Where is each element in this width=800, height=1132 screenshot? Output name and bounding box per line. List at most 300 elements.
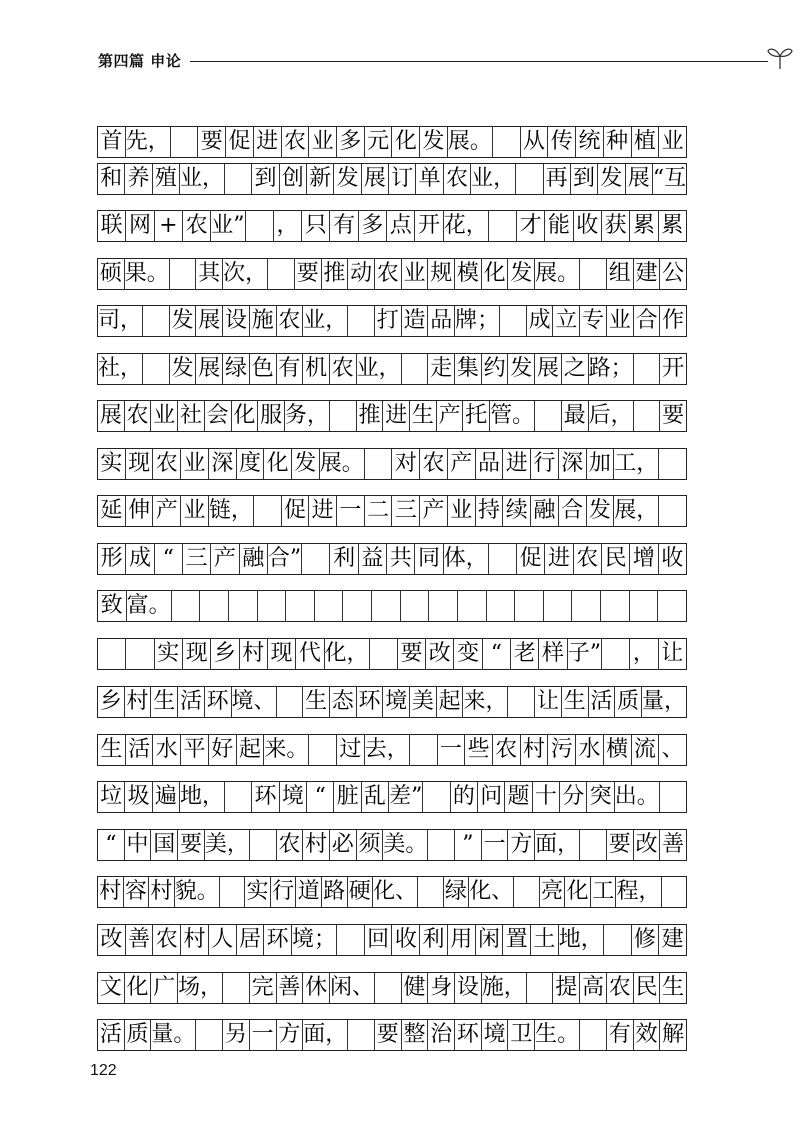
grid-cell: 闲 bbox=[475, 925, 503, 955]
grid-cell: 化、 bbox=[372, 877, 417, 907]
grid-cell: 农 bbox=[419, 449, 447, 479]
grid-cell: 专 bbox=[579, 306, 606, 336]
grid-cell: 加 bbox=[586, 449, 614, 479]
grid-cell: 实 bbox=[244, 877, 270, 907]
grid-cell: 共 bbox=[386, 544, 414, 574]
grid-cell: 延 bbox=[100, 498, 123, 523]
grid-cell: 路 bbox=[321, 877, 347, 907]
grid-cell: 其 bbox=[195, 259, 222, 289]
grid-cell: 提 bbox=[552, 973, 579, 1003]
grid-cell: 果。 bbox=[124, 259, 169, 289]
grid-cell: 链， bbox=[208, 496, 253, 526]
grid-cell: 地， bbox=[179, 782, 224, 812]
grid-cell: 次， bbox=[222, 259, 267, 289]
grid-cell: 托 bbox=[462, 401, 489, 431]
grid-cell: 化， bbox=[324, 639, 369, 669]
grid-cell: 村 bbox=[148, 877, 174, 907]
grid-cell: 土 bbox=[530, 925, 558, 955]
grid-cell: 农 bbox=[124, 401, 151, 431]
grid-cell: 伸 bbox=[125, 496, 153, 526]
grid-cell: 统 bbox=[575, 127, 603, 157]
grid-cell bbox=[142, 306, 169, 336]
grid-cell: 机 bbox=[302, 354, 329, 384]
grid-cell: 改 bbox=[633, 830, 660, 860]
grid-cell bbox=[301, 544, 329, 574]
grid-cell: 化 bbox=[481, 259, 508, 289]
grid-cell: 美。 bbox=[382, 830, 427, 860]
grid-cell: 打 bbox=[374, 306, 401, 336]
grid-cell: 展， bbox=[613, 496, 658, 526]
grid-cell: 造 bbox=[401, 306, 428, 336]
grid-cell: 业 bbox=[180, 496, 208, 526]
grid-cell: 村 bbox=[239, 639, 267, 669]
grid-cell: 有 bbox=[606, 1020, 633, 1050]
grid-cell: 回 bbox=[364, 925, 392, 955]
grid-cell: 创 bbox=[279, 164, 306, 194]
grid-row bbox=[97, 972, 687, 1004]
grid-cell bbox=[195, 1020, 222, 1050]
grid-cell: 发 bbox=[507, 354, 534, 384]
grid-cell: 生。 bbox=[534, 1020, 579, 1050]
grid-cell: 境 bbox=[481, 1020, 508, 1050]
grid-cell: 展 bbox=[99, 403, 122, 428]
grid-cell: 能 bbox=[544, 211, 572, 241]
grid-cell: 身 bbox=[427, 973, 454, 1003]
grid-cell: 约 bbox=[481, 354, 508, 384]
grid-cell bbox=[603, 925, 631, 955]
grid-cell: 乡 bbox=[210, 639, 238, 669]
grid-cell: 司， bbox=[98, 308, 143, 333]
grid-cell: 平 bbox=[180, 735, 208, 765]
grid-cell: 要 bbox=[397, 639, 425, 669]
grid-cell: 殖 bbox=[152, 164, 179, 194]
grid-cell bbox=[199, 591, 228, 621]
grid-cell: 代 bbox=[295, 639, 323, 669]
header-rule bbox=[190, 61, 768, 62]
grid-cell bbox=[633, 354, 660, 384]
grid-cell: 业 bbox=[180, 449, 208, 479]
grid-cell: 闲、 bbox=[329, 973, 374, 1003]
grid-cell: 道 bbox=[295, 877, 321, 907]
grid-cell bbox=[457, 591, 486, 621]
grid-cell bbox=[600, 591, 629, 621]
grid-cell: ” bbox=[454, 830, 481, 860]
grid-cell bbox=[314, 591, 343, 621]
grid-cell: 进 bbox=[308, 496, 336, 526]
grid-row bbox=[97, 210, 687, 242]
grid-cell: 促 bbox=[225, 127, 253, 157]
grid-cell: 分 bbox=[559, 782, 586, 812]
grid-cell: 推 bbox=[356, 401, 383, 431]
grid-cell: 融 bbox=[530, 496, 558, 526]
grid-cell: 联 bbox=[100, 213, 123, 238]
grid-cell: 有 bbox=[276, 354, 303, 384]
grid-cell bbox=[658, 496, 686, 526]
grid-cell: 境、 bbox=[231, 687, 276, 717]
grid-cell: 工， bbox=[613, 449, 658, 479]
grid-row bbox=[97, 734, 687, 766]
grid-cell: 到 bbox=[570, 164, 597, 194]
grid-cell: 出。 bbox=[614, 782, 659, 812]
grid-cell: 最 bbox=[561, 401, 588, 431]
grid-cell: 来， bbox=[462, 687, 507, 717]
grid-row bbox=[97, 305, 687, 337]
grid-cell: 场， bbox=[177, 973, 222, 1003]
grid-cell: 立 bbox=[552, 306, 579, 336]
grid-cell: 生 bbox=[659, 973, 686, 1003]
grid-cell: 发 bbox=[291, 449, 319, 479]
grid-cell: 农 bbox=[374, 259, 401, 289]
grid-cell: 程， bbox=[615, 877, 660, 907]
grid-cell bbox=[224, 782, 251, 812]
grid-cell: 社， bbox=[98, 356, 143, 381]
grid-cell: 展 bbox=[361, 164, 388, 194]
grid-cell: 植 bbox=[631, 127, 659, 157]
grid-cell: 发 bbox=[586, 496, 614, 526]
grid-cell bbox=[492, 127, 520, 157]
grid-cell: 境 bbox=[279, 782, 306, 812]
grid-cell: 绿 bbox=[443, 877, 469, 907]
grid-cell: 文 bbox=[99, 975, 122, 1000]
grid-cell bbox=[633, 401, 660, 431]
grid-cell: 收 bbox=[658, 544, 686, 574]
grid-cell: 三 bbox=[182, 544, 210, 574]
grid-cell bbox=[170, 127, 198, 157]
grid-cell: 乱 bbox=[361, 782, 388, 812]
grid-cell: 硕 bbox=[99, 261, 122, 286]
grid-cell bbox=[347, 1020, 374, 1050]
grid-cell bbox=[224, 164, 251, 194]
grid-cell: 施， bbox=[481, 973, 526, 1003]
grid-cell: 环 bbox=[454, 1020, 481, 1050]
grid-cell: 开 bbox=[414, 211, 442, 241]
grid-cell bbox=[409, 735, 437, 765]
page-header bbox=[98, 44, 698, 72]
grid-cell: 须 bbox=[356, 830, 383, 860]
grid-cell: 三 bbox=[391, 496, 419, 526]
grid-cell bbox=[513, 877, 539, 907]
grid-cell: 活 bbox=[177, 687, 204, 717]
grid-cell bbox=[526, 973, 553, 1003]
grid-cell bbox=[400, 591, 429, 621]
grid-cell: 治 bbox=[427, 1020, 454, 1050]
grid-cell: 进 bbox=[253, 127, 281, 157]
grid-cell: 一 bbox=[481, 830, 508, 860]
grid-cell: 突 bbox=[586, 782, 613, 812]
grid-row bbox=[97, 876, 687, 908]
grid-cell bbox=[499, 306, 526, 336]
grid-cell: 获 bbox=[601, 211, 629, 241]
grid-cell: 管。 bbox=[489, 401, 534, 431]
grid-row bbox=[97, 686, 687, 718]
grid-cell: 动 bbox=[347, 259, 374, 289]
grid-cell: “ bbox=[306, 782, 333, 812]
grid-cell: 之 bbox=[561, 354, 588, 384]
grid-cell: 深 bbox=[558, 449, 586, 479]
grid-cell: 组 bbox=[606, 259, 633, 289]
grid-cell: 环 bbox=[251, 782, 278, 812]
grid-cell: 农 bbox=[281, 127, 309, 157]
grid-cell: 订 bbox=[388, 164, 415, 194]
grid-cell: 生 bbox=[561, 687, 588, 717]
grid-cell: 卫 bbox=[507, 1020, 534, 1050]
grid-cell: 业 bbox=[606, 306, 633, 336]
grid-cell: 富。 bbox=[126, 591, 171, 621]
grid-cell: 农 bbox=[182, 211, 210, 241]
grid-cell: “ bbox=[482, 639, 510, 669]
grid-cell: 累 bbox=[658, 211, 686, 241]
grid-cell: 续 bbox=[502, 496, 530, 526]
grid-cell: 活 bbox=[99, 1022, 122, 1047]
grid-cell: 面， bbox=[302, 1020, 347, 1050]
grid-cell: 好 bbox=[208, 735, 236, 765]
grid-cell: 合 bbox=[633, 306, 660, 336]
grid-cell bbox=[514, 591, 543, 621]
grid-cell: 实 bbox=[100, 451, 123, 476]
grid-cell bbox=[98, 639, 125, 669]
grid-cell: 行 bbox=[530, 449, 558, 479]
grid-cell: 用 bbox=[447, 925, 475, 955]
grid-cell: 方 bbox=[276, 1020, 303, 1050]
grid-cell: 业， bbox=[470, 164, 515, 194]
grid-cell bbox=[222, 973, 249, 1003]
grid-cell: 发 bbox=[507, 259, 534, 289]
grid-cell: 展 bbox=[625, 164, 652, 194]
grid-cell: 圾 bbox=[124, 782, 151, 812]
page-number: 122 bbox=[90, 1062, 117, 1079]
grid-cell bbox=[374, 973, 401, 1003]
grid-cell: 展 bbox=[195, 306, 222, 336]
grid-cell: 设 bbox=[222, 306, 249, 336]
grid-cell: 业 bbox=[401, 259, 428, 289]
grid-cell: 发 bbox=[419, 127, 447, 157]
grid-cell: 同 bbox=[414, 544, 442, 574]
grid-cell: 建 bbox=[633, 259, 660, 289]
grid-cell: 多 bbox=[358, 211, 386, 241]
grid-cell: 设 bbox=[454, 973, 481, 1003]
grid-cell: 施 bbox=[249, 306, 276, 336]
grid-cell: 色 bbox=[249, 354, 276, 384]
grid-cell: 村 bbox=[99, 879, 122, 904]
grid-cell: 环 bbox=[204, 687, 231, 717]
grid-cell: 化 bbox=[263, 449, 291, 479]
grid-cell bbox=[347, 306, 374, 336]
grid-cell: 产 bbox=[210, 544, 238, 574]
grid-cell bbox=[257, 591, 286, 621]
grid-cell: 品 bbox=[475, 449, 503, 479]
grid-cell: 子” bbox=[567, 639, 601, 669]
grid-cell: 品 bbox=[427, 306, 454, 336]
grid-row bbox=[97, 163, 687, 195]
grid-cell bbox=[658, 449, 686, 479]
grid-cell: 合 bbox=[558, 496, 586, 526]
grid-cell: 首 bbox=[100, 129, 123, 154]
grid-cell: 质 bbox=[614, 687, 641, 717]
grid-cell: 量。 bbox=[150, 1020, 195, 1050]
grid-cell: 二 bbox=[364, 496, 392, 526]
grid-cell: 公 bbox=[659, 259, 686, 289]
grid-cell bbox=[336, 925, 364, 955]
grid-cell: “ bbox=[154, 544, 182, 574]
grid-cell: 展。 bbox=[447, 127, 492, 157]
grid-cell: 从 bbox=[520, 127, 548, 157]
grid-cell: 老 bbox=[510, 639, 538, 669]
grid-cell: 多 bbox=[336, 127, 364, 157]
grid-cell: 过 bbox=[336, 735, 364, 765]
grid-cell: 合” bbox=[267, 544, 301, 574]
grid-cell bbox=[219, 877, 245, 907]
grid-cell bbox=[249, 830, 276, 860]
grid-cell: 化 bbox=[124, 973, 151, 1003]
grid-cell: 活 bbox=[588, 687, 615, 717]
grid-cell: 的 bbox=[450, 782, 477, 812]
grid-row bbox=[97, 353, 687, 385]
grid-row bbox=[97, 829, 687, 861]
grid-row bbox=[97, 1019, 687, 1051]
grid-cell: 业， bbox=[356, 354, 401, 384]
grid-cell: 促 bbox=[516, 544, 544, 574]
grid-cell: 高 bbox=[579, 973, 606, 1003]
grid-cell bbox=[169, 259, 196, 289]
grid-cell: 面， bbox=[534, 830, 579, 860]
grid-cell: 生 bbox=[302, 687, 329, 717]
grid-cell: + bbox=[154, 211, 182, 241]
grid-cell: 善 bbox=[125, 925, 153, 955]
grid-cell: 健 bbox=[401, 973, 428, 1003]
grid-cell: 行 bbox=[270, 877, 296, 907]
grid-cell bbox=[308, 735, 336, 765]
grid-cell bbox=[276, 687, 303, 717]
grid-cell: 推 bbox=[321, 259, 348, 289]
grid-cell: “ bbox=[105, 832, 117, 857]
grid-cell bbox=[228, 591, 257, 621]
grid-cell bbox=[417, 877, 443, 907]
grid-cell bbox=[245, 211, 273, 241]
grid-cell: 业， bbox=[302, 306, 347, 336]
grid-cell: 让 bbox=[534, 687, 561, 717]
grid-cell: 持 bbox=[475, 496, 503, 526]
grid-cell: 社 bbox=[177, 401, 204, 431]
grid-cell: 样 bbox=[538, 639, 566, 669]
grid-cell bbox=[488, 544, 516, 574]
grid-cell: 务， bbox=[284, 401, 329, 431]
grid-cell bbox=[601, 639, 629, 669]
grid-cell: 开 bbox=[659, 354, 686, 384]
grid-cell: 度 bbox=[236, 449, 264, 479]
grid-cell bbox=[488, 211, 516, 241]
grid-cell bbox=[657, 591, 686, 621]
grid-cell bbox=[571, 591, 600, 621]
grid-cell: 才 bbox=[516, 211, 544, 241]
grid-cell: 发 bbox=[169, 354, 196, 384]
grid-cell: 农 bbox=[152, 449, 180, 479]
grid-cell: ， bbox=[273, 211, 301, 241]
grid-cell: 工 bbox=[590, 877, 616, 907]
grid-cell: 垃 bbox=[100, 784, 123, 809]
grid-cell: 另 bbox=[222, 1020, 249, 1050]
grid-cell: 化 bbox=[231, 401, 258, 431]
grid-cell: 量， bbox=[641, 687, 686, 717]
grid-cell: 只 bbox=[301, 211, 329, 241]
grid-cell: 生 bbox=[100, 737, 123, 762]
grid-row bbox=[97, 400, 687, 432]
grid-cell bbox=[579, 830, 606, 860]
grid-cell: 利 bbox=[419, 925, 447, 955]
grid-cell: 乡 bbox=[99, 689, 122, 714]
grid-cell: 收 bbox=[573, 211, 601, 241]
grid-cell: 农 bbox=[573, 544, 601, 574]
grid-cell: 业， bbox=[179, 164, 224, 194]
grid-row bbox=[97, 126, 687, 158]
grid-cell: 环 bbox=[356, 687, 383, 717]
sprout-icon bbox=[766, 44, 794, 70]
grid-cell: 传 bbox=[547, 127, 575, 157]
grid-cell bbox=[515, 164, 542, 194]
grid-cell: 进 bbox=[502, 449, 530, 479]
grid-cell: 变 bbox=[453, 639, 481, 669]
grid-cell: 业 bbox=[308, 127, 336, 157]
grid-cell: 民 bbox=[633, 973, 660, 1003]
grid-cell bbox=[507, 687, 534, 717]
grid-cell: 网 bbox=[125, 211, 153, 241]
grid-cell: 业 bbox=[150, 401, 177, 431]
grid-cell bbox=[142, 354, 169, 384]
grid-cell: 置 bbox=[502, 925, 530, 955]
grid-cell: 休 bbox=[302, 973, 329, 1003]
grid-row bbox=[97, 543, 687, 575]
grid-cell: 路； bbox=[588, 354, 633, 384]
grid-cell: 有 bbox=[329, 211, 357, 241]
grid-cell: 点 bbox=[386, 211, 414, 241]
grid-cell: 农 bbox=[443, 164, 470, 194]
grid-cell: 村 bbox=[302, 830, 329, 860]
grid-cell: 横 bbox=[603, 735, 631, 765]
grid-cell: 形 bbox=[100, 546, 123, 571]
grid-cell: 绿 bbox=[222, 354, 249, 384]
grid-cell: 集 bbox=[454, 354, 481, 384]
grid-cell: 产 bbox=[447, 449, 475, 479]
grid-cell: 现 bbox=[267, 639, 295, 669]
grid-cell: 一 bbox=[249, 1020, 276, 1050]
grid-cell: 会 bbox=[204, 401, 231, 431]
grid-cell: 流 bbox=[631, 735, 659, 765]
grid-cell: 再 bbox=[543, 164, 570, 194]
grid-cell: 规 bbox=[427, 259, 454, 289]
grid-cell: 到 bbox=[251, 164, 278, 194]
grid-cell bbox=[661, 877, 687, 907]
grid-cell: 展 bbox=[195, 354, 222, 384]
grid-cell bbox=[534, 401, 561, 431]
grid-cell: 善 bbox=[659, 830, 686, 860]
grid-cell: 收 bbox=[391, 925, 419, 955]
grid-cell: 境； bbox=[291, 925, 336, 955]
grid-cell: 生 bbox=[150, 687, 177, 717]
grid-cell: 模 bbox=[454, 259, 481, 289]
grid-row bbox=[97, 448, 687, 480]
grid-cell: 建 bbox=[658, 925, 686, 955]
grid-cell: 农 bbox=[492, 735, 520, 765]
grid-cell: 要 bbox=[374, 1020, 401, 1050]
grid-cell: 化、 bbox=[468, 877, 513, 907]
grid-cell bbox=[364, 449, 392, 479]
grid-row bbox=[97, 495, 687, 527]
grid-cell: 必 bbox=[329, 830, 356, 860]
grid-cell: 作 bbox=[659, 306, 686, 336]
grid-cell: 要 bbox=[606, 830, 633, 860]
grid-cell bbox=[422, 782, 449, 812]
grid-cell: 境 bbox=[382, 687, 409, 717]
grid-cell: 现 bbox=[125, 449, 153, 479]
